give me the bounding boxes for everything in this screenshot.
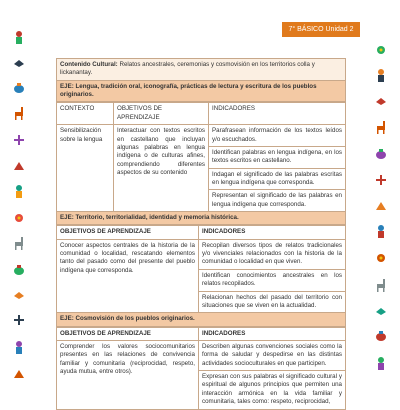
indicador-cell: Identifican palabras en lengua indígena, en los textos escritos en castellano.	[209, 146, 346, 168]
fox-icon	[13, 368, 25, 380]
eje-territorio-table	[56, 225, 346, 313]
indicador-cell: Identifican conocimientos ancestrales en los relatos recopilados.	[199, 269, 346, 291]
indicador-cell: Recopilan diversos tipos de relatos tradicionales y/o vivenciales relacionados con la historia de la comunidad o localidad en que viven.	[199, 239, 346, 269]
llama-icon	[13, 106, 25, 120]
indigenous-figure-icon	[13, 184, 25, 198]
cross-icon	[13, 314, 25, 326]
vessel-icon	[375, 148, 387, 160]
header-indicadores: INDICADORES	[199, 226, 346, 239]
indigenous-figure-icon	[375, 224, 387, 238]
flower-icon	[13, 212, 25, 224]
right-decoration-column	[366, 22, 396, 400]
header-objetivos: OBJETIVOS DE APRENDIZAJE	[57, 327, 199, 340]
eje-cosmovision-table	[56, 327, 346, 410]
bird-icon	[375, 306, 387, 316]
vessel-icon	[13, 82, 25, 94]
indigenous-figure-icon	[13, 30, 25, 44]
left-decoration-column	[4, 22, 34, 400]
header-objetivos: OBJETIVOS DE APRENDIZAJE	[114, 103, 209, 125]
indicador-cell: Expresan con sus palabras el significado cultural y espiritual de algunos principios que permiten una interacción armónica en la vida familiar y comunitaria, tales como: respeto, reciprocidad,	[199, 371, 346, 409]
header-contexto: CONTEXTO	[57, 103, 114, 125]
indigenous-figure-icon	[375, 356, 387, 370]
cross-icon	[375, 174, 387, 186]
header-objetivos: OBJETIVOS DE APRENDIZAJE	[57, 226, 199, 239]
indicador-cell: Describen algunas convenciones sociales como la forma de saludar y despedirse en las distintas actividades socioculturales en que participen.	[199, 340, 346, 370]
llama-icon	[13, 236, 25, 250]
contenido-label: Contenido Cultural:	[60, 61, 118, 68]
contenido-text: Relatos ancestrales, ceremonias y cosmovisión en los territorios colla y lickanantay.	[60, 61, 315, 77]
indicador-cell: Parafrasean información de los textos leídos y/o escuchados.	[209, 125, 346, 147]
contexto-cell: Sensibilización sobre la lengua	[57, 125, 114, 212]
cross-icon	[13, 134, 25, 146]
fox-icon	[375, 200, 387, 212]
table-row	[57, 239, 346, 269]
flower-icon	[375, 44, 387, 56]
table-header-row	[57, 103, 346, 125]
flower-icon	[375, 252, 387, 264]
indigenous-figure-icon	[375, 68, 387, 82]
indicador-cell: Representan el significado de las palabras en lengua indígena que corresponda.	[209, 190, 346, 212]
eje-lengua-table	[56, 102, 346, 212]
table-row	[57, 125, 346, 147]
indicador-cell: Indagan el significado de las palabras escritas en lengua indígena que corresponda.	[209, 168, 346, 190]
eje-territorio-title: EJE: Territorio, territorialidad, identidad y memoria histórica.	[56, 212, 346, 225]
header-indicadores: INDICADORES	[199, 327, 346, 340]
contenido-cultural-row	[56, 58, 346, 81]
objetivo-cell: Conocer aspectos centrales de la historia de la comunidad o localidad, rescatando elementos tanto del pasado como del presente del pueblo indígena que corresponda.	[57, 239, 199, 313]
eje-cosmovision-title: EJE: Cosmovisión de los pueblos originarios.	[56, 313, 346, 326]
table-header-row	[57, 226, 346, 239]
llama-icon	[375, 278, 387, 292]
llama-icon	[375, 120, 387, 134]
table-row	[57, 340, 346, 370]
indigenous-figure-icon	[13, 340, 25, 354]
eje-lengua-title: EJE: Lengua, tradición oral, iconografía, prácticas de lectura y escritura de los pueblos originarios.	[56, 81, 346, 103]
bird-icon	[13, 290, 25, 300]
header-indicadores: INDICADORES	[209, 103, 346, 125]
vessel-icon	[13, 264, 25, 276]
bird-icon	[13, 58, 25, 68]
vessel-icon	[375, 330, 387, 342]
objetivo-cell: Interactuar con textos escritos en castellano que incluyan algunas palabras en lengua indígena o de culturas afines, comprendiendo diferentes aspectos de su contenido	[114, 125, 209, 212]
objetivo-cell: Comprender los valores sociocomunitarios presentes en las relaciones de convivencia familiar y comunitaria (reciprocidad, respeto, ayuda mutua, entre otros).	[57, 340, 199, 409]
table-header-row	[57, 327, 346, 340]
indicador-cell: Relacionan hechos del pasado del territorio con situaciones que se viven en la actualidad.	[199, 291, 346, 313]
curriculum-document	[56, 58, 346, 410]
bird-icon	[375, 96, 387, 106]
grade-unit-badge: 7° BÁSICO Unidad 2	[282, 22, 360, 37]
fox-icon	[13, 160, 25, 172]
